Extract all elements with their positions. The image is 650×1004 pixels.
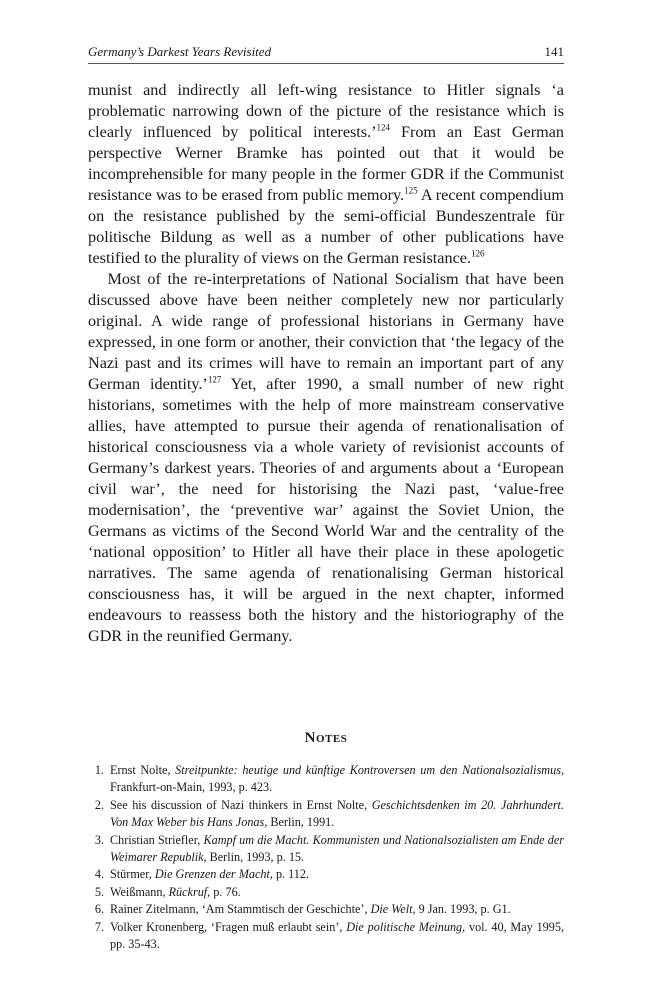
note-number: 3. [94, 832, 104, 847]
text-run: vol. 40, May 1995, pp. 35-43. [110, 919, 564, 952]
note-item [88, 797, 564, 832]
note-number: 6. [94, 902, 104, 917]
note-item [88, 919, 564, 954]
running-title: Germany’s Darkest Years Revisited [88, 44, 272, 59]
text-run: Weißmann, [110, 884, 169, 899]
page-number: 141 [544, 44, 564, 59]
note-number: 5. [94, 884, 104, 899]
text-run: munist and indirectly all left-wing resistance to Hitler signals ‘a problematic narrowing down of the picture of the resistance which is clearly influenced by political interests.’ [88, 81, 564, 141]
italic-title: Die Grenzen der Macht, [154, 867, 273, 882]
note-item [88, 901, 564, 918]
note-number: 1. [94, 763, 104, 777]
italic-title: Die Welt, [370, 902, 416, 917]
notes-heading: Notes [304, 730, 348, 746]
footnote-ref: 126 [471, 248, 485, 259]
text-run: A recent compendium on the resistance published by the semi-official Bundeszentrale für politische Bildung as well as a number of other publications have testified to the plurality of views on the German resistance. [88, 186, 564, 267]
text-run: Rainer Zitelmann, ‘Am Stammtisch der Geschichte’, [110, 902, 371, 917]
paragraph [88, 80, 564, 269]
text-run: See his discussion of Nazi thinkers in Ernst Nolte, [110, 797, 372, 812]
footnote-ref: 124 [376, 122, 391, 133]
note-item [88, 866, 564, 883]
text-run: Berlin, 1991. [267, 815, 335, 830]
paragraph [88, 269, 564, 647]
text-run: p. 76. [210, 884, 241, 899]
note-item [88, 762, 564, 797]
text-run: p. 112. [272, 867, 310, 882]
text-run: From an East German perspective Werner Bramke has pointed out that it would be incomprehensible for many people in the former GDR if the Communist resistance was to be erased from public memory. [88, 123, 564, 204]
italic-title: Rückruf, [168, 884, 211, 899]
text-run: Most of the re-interpretations of National Socialism that have been discussed above have been neither completely new nor particularly original. A wide range of professional historians in Germany have expressed, in one form or another, their conviction that ‘the legacy of the Nazi past and its crimes will have to remain an important part of any German identity.’ [88, 270, 564, 393]
footnote-ref: 127 [207, 374, 222, 385]
text-run: Christian Striefler, [110, 832, 204, 847]
text-run: Stürmer, [110, 867, 155, 882]
note-number: 2. [94, 797, 104, 812]
text-run: Frankfurt-on-Main, 1993, p. 423. [110, 780, 273, 795]
italic-title: Kampf um die Macht. Kommunisten und Nationalsozialisten am Ende der Weimarer Republik, [110, 832, 564, 865]
italic-title: Die politische Meinung, [346, 919, 466, 934]
note-number: 7. [94, 919, 104, 934]
body-text [88, 80, 564, 647]
text-run: Yet, after 1990, a small number of new right historians, sometimes with the help of more mainstream conservative allies, have attempted to pursue their agenda of renationalisation of historical consciousness via a whole variety of revisionist accounts of Germany’s darkest years. Theories of and arguments about a ‘European civil war’, the need for historising the Nazi past, ‘value-free modernisation’, the ‘preventive war’ against the Soviet Union, the Germans as victims of the Second World War and the centrality of the ‘national opposition’ to Hitler all have their place in these apologetic narratives. The same agenda of renationalising German historical consciousness has, it will be argued in the next chapter, informed endeavours to reassess both the history and the historiography of the GDR in the reunified Germany. [88, 375, 564, 645]
note-item [88, 884, 564, 901]
italic-title: Streitpunkte: heutige und künftige Kontroversen um den Nationalsozialismus, [175, 763, 564, 777]
note-number: 4. [94, 867, 104, 882]
note-item [88, 832, 564, 867]
text-run: Volker Kronenberg, ‘Fragen muß erlaubt sein’, [110, 919, 347, 934]
notes-list [88, 762, 564, 953]
text-run: Ernst Nolte, [110, 763, 176, 777]
text-run: 9 Jan. 1993, p. G1. [415, 902, 511, 917]
footnote-ref: 125 [404, 185, 418, 196]
text-run: Berlin, 1993, p. 15. [206, 850, 305, 865]
running-header [88, 44, 564, 64]
italic-title: Geschichtsdenken im 20. Jahrhundert. Von Max Weber bis Hans Jonas, [110, 797, 564, 830]
